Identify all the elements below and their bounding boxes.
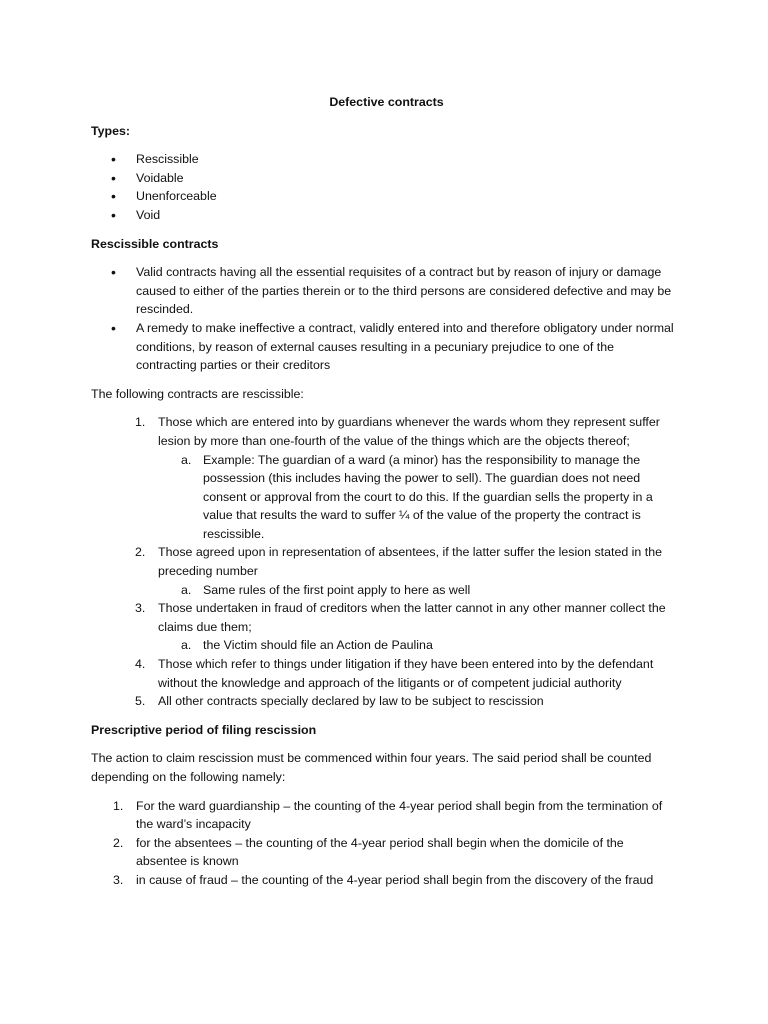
sub-list	[158, 581, 678, 600]
list-number: 2.	[135, 545, 146, 560]
sub-list-item-text: Example: The guardian of a ward (a minor) has the responsibility to manage the possession (this includes having the power to sell). The guardian does not need consent or approval from the court to do this. If the guardian sells the property in a value that results the ward to suffer ¼ of the value of the property the contract is rescissible.	[203, 452, 653, 541]
list-item-text: For the ward guardianship – the counting of the 4-year period shall begin from the termination of the ward’s incapacity	[136, 798, 663, 832]
following-intro: The following contracts are rescissible:	[91, 386, 304, 401]
list-item: • Rescissible	[91, 150, 678, 169]
list-item	[91, 655, 678, 692]
sub-list	[158, 451, 678, 544]
list-item	[91, 599, 678, 655]
list-item	[91, 543, 678, 599]
rescissible-contracts-list	[91, 413, 678, 711]
list-number: 2.	[113, 835, 124, 850]
list-number: 1.	[135, 415, 146, 430]
list-item-text: Those which refer to things under litigation if they have been entered into by the defendant without the knowledge and approach of the litigants or of competent judicial authority	[158, 657, 654, 690]
prescriptive-heading: Prescriptive period of filing rescission	[91, 722, 317, 737]
types-list	[91, 150, 678, 224]
sub-list-letter: a.	[181, 452, 192, 467]
sub-list-item	[158, 451, 678, 544]
list-number: 3.	[135, 601, 146, 616]
list-item	[91, 413, 678, 543]
list-item: • Unenforceable	[91, 187, 678, 206]
list-number: 4.	[135, 657, 146, 672]
list-item-text: Those undertaken in fraud of creditors when the latter cannot in any other manner collect the claims due them;	[158, 601, 666, 634]
prescriptive-list	[91, 797, 678, 890]
sub-list-item-text: Same rules of the first point apply to here as well	[203, 582, 471, 597]
list-item: • Voidable	[91, 169, 678, 188]
list-item-text: in cause of fraud – the counting of the 4-year period shall begin from the discovery of the fraud	[136, 872, 654, 887]
list-item-text: Those which are entered into by guardians whenever the wards whom they represent suffer lesion by more than one-fourth of the value of the things which are the objects thereof;	[158, 415, 660, 448]
sub-list-item	[158, 636, 678, 655]
sub-list-letter: a.	[181, 638, 192, 653]
list-item	[91, 871, 678, 890]
rescissible-heading: Rescissible contracts	[91, 236, 219, 251]
list-number: 1.	[113, 798, 124, 813]
list-item: • Void	[91, 206, 678, 225]
list-item	[91, 692, 678, 711]
sub-list-letter: a.	[181, 582, 192, 597]
list-item: • A remedy to make ineffective a contract, validly entered into and therefore obligatory under normal conditions, by reason of external causes resulting in a pecuniary prejudice to one of the contracting parties or their creditors	[91, 319, 678, 375]
prescriptive-intro: The action to claim rescission must be commenced within four years. The said period shall be counted depending on the following namely:	[91, 751, 652, 784]
types-heading: Types:	[91, 123, 131, 138]
list-item-text: for the absentees – the counting of the 4-year period shall begin when the domicile of the absentee is known	[136, 835, 624, 869]
rescissible-points	[91, 263, 678, 375]
list-item	[91, 797, 678, 834]
list-number: 5.	[135, 694, 146, 709]
list-number: 3.	[113, 872, 124, 887]
sub-list-item	[158, 581, 678, 600]
list-item-text: All other contracts specially declared by law to be subject to rescission	[158, 694, 544, 709]
sub-list	[158, 636, 678, 655]
list-item-text: Those agreed upon in representation of absentees, if the latter suffer the lesion stated in the preceding number	[158, 545, 662, 579]
sub-list-item-text: the Victim should file an Action de Paulina	[203, 638, 433, 653]
list-item: • Valid contracts having all the essential requisites of a contract but by reason of injury or damage caused to either of the parties therein or to the third persons are considered defective and may be rescinded.	[91, 263, 678, 319]
list-item	[91, 834, 678, 871]
document-title: Defective contracts	[329, 95, 444, 109]
